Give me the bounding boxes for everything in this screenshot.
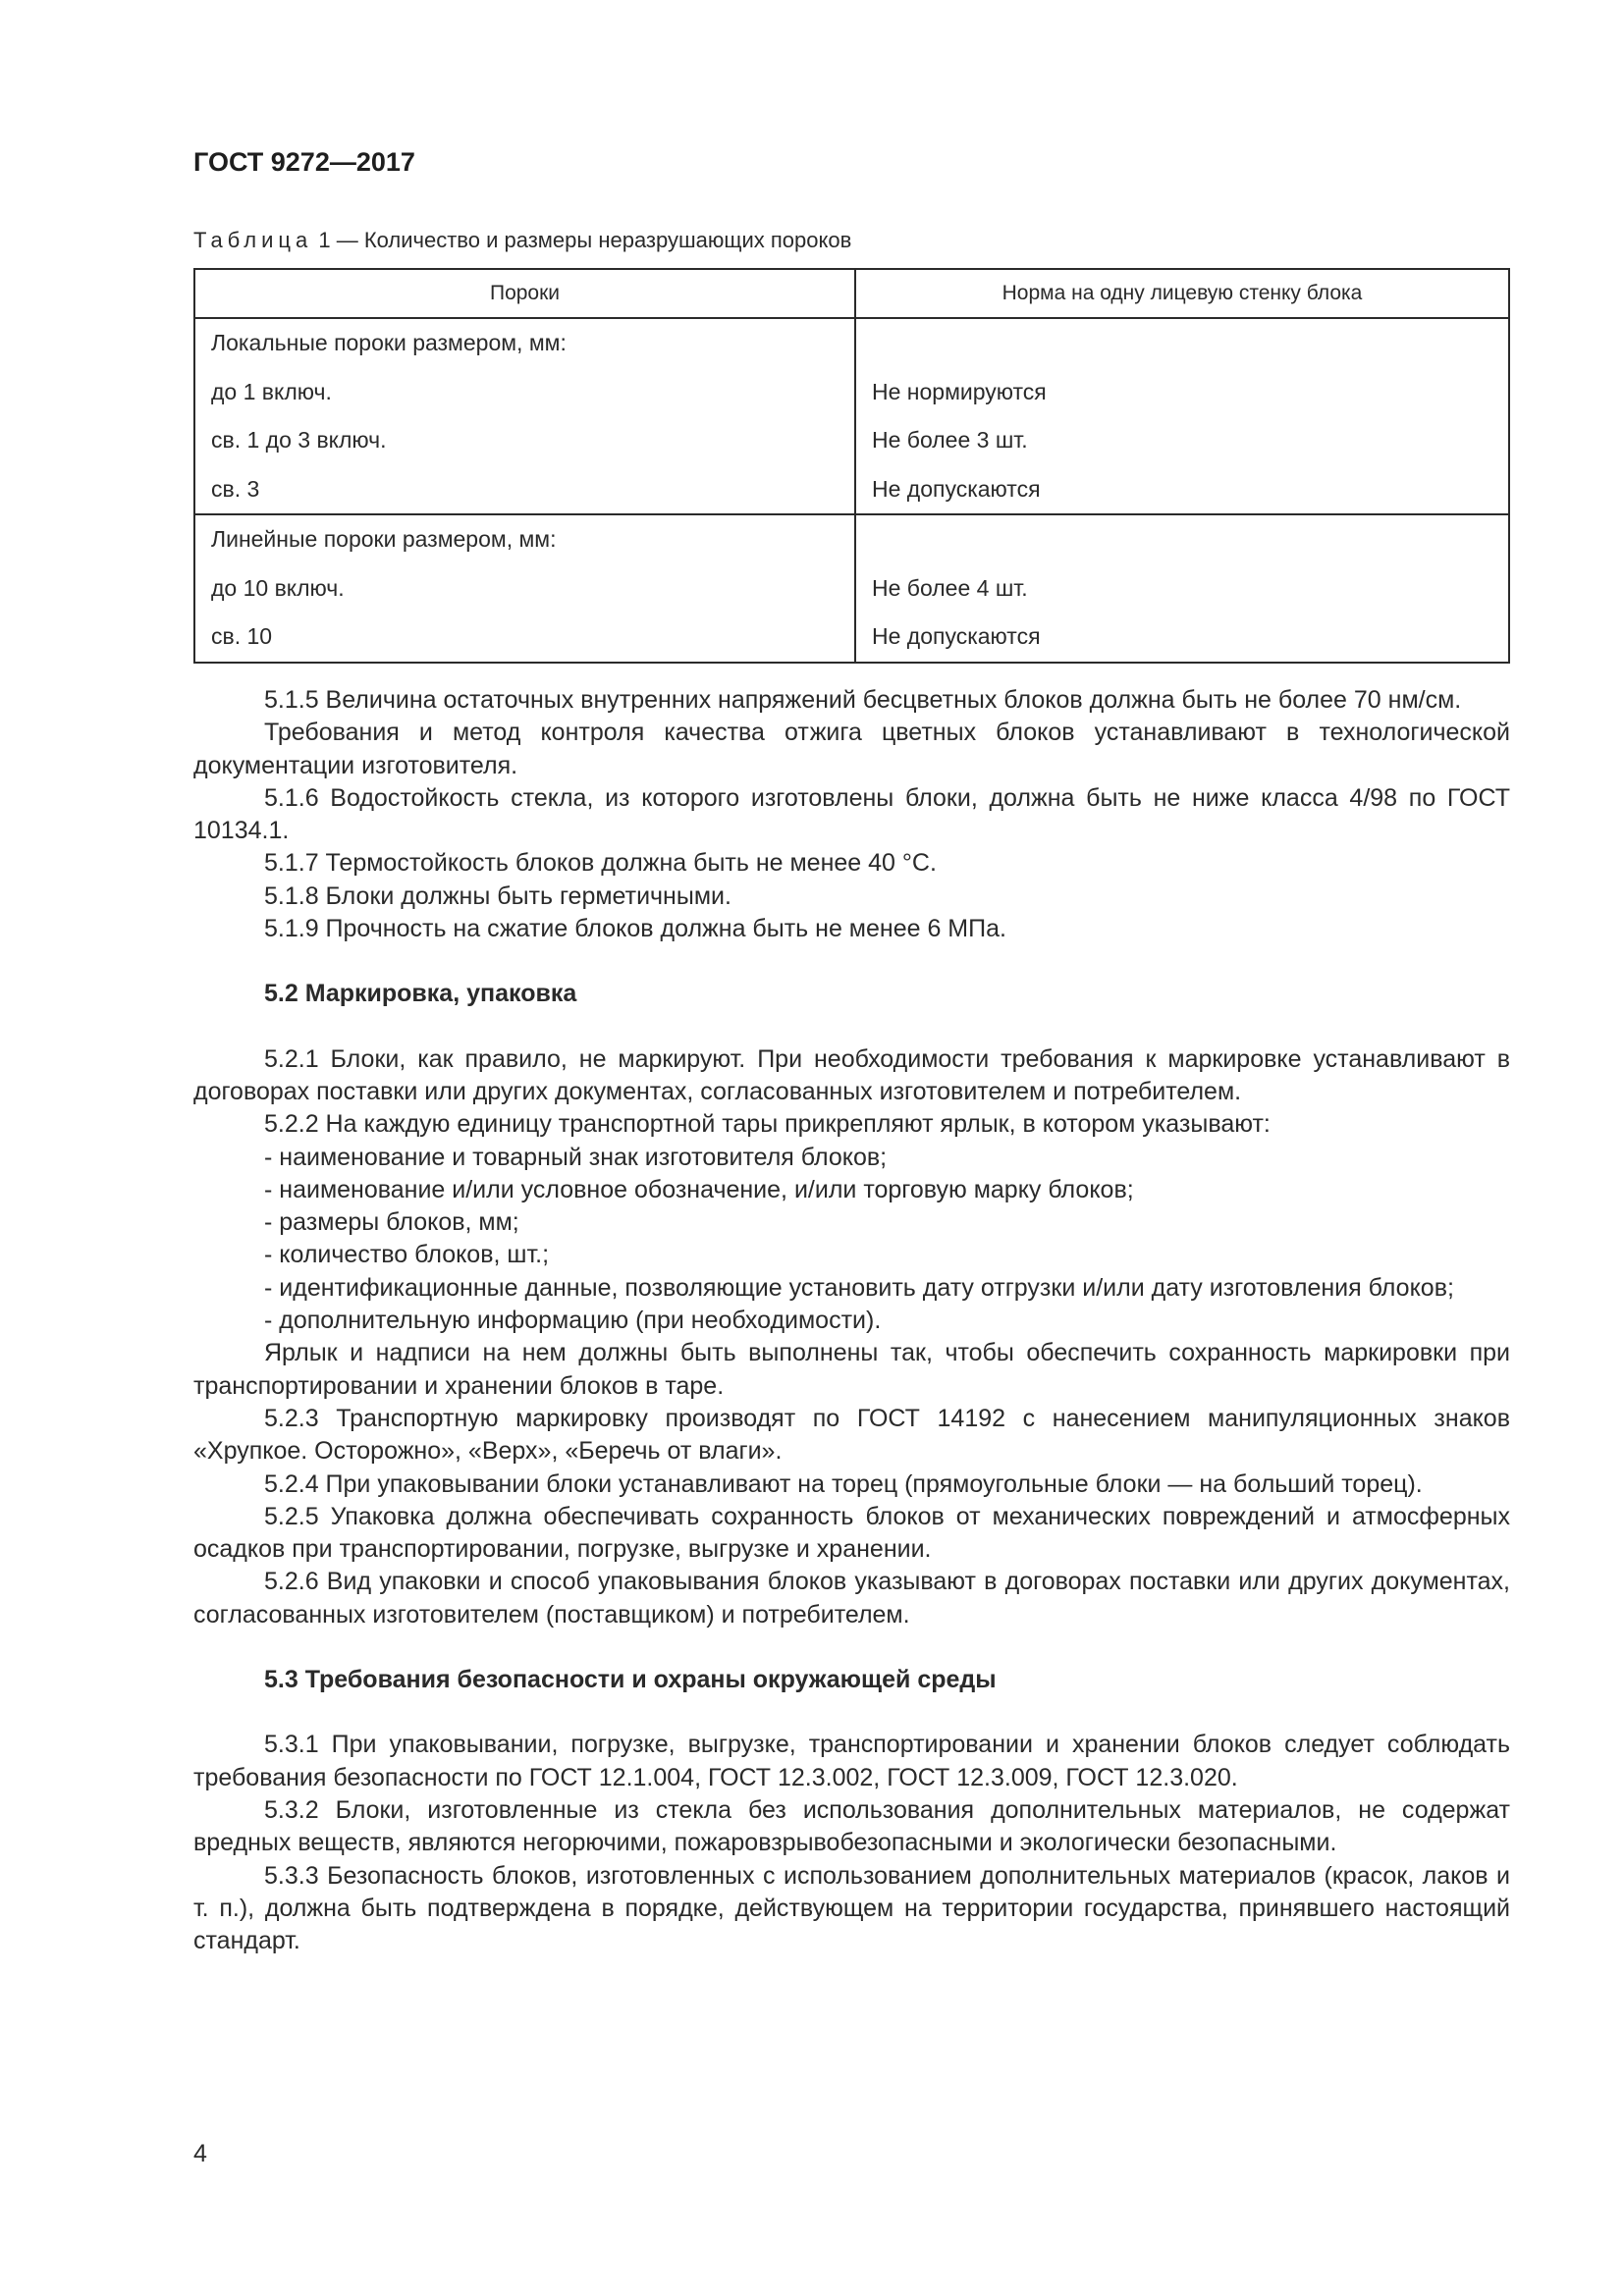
defect-cell: св. 3 [194,465,855,515]
table-caption-label: Таблица [193,228,313,252]
table-row [194,613,1509,663]
table-row [194,368,1509,417]
defect-cell: до 10 включ. [194,564,855,614]
paragraph-5-2-4: 5.2.4 При упаковывании блоки устанавливают на торец (прямоугольные блоки — на больший торец). [264,1469,1423,1498]
paragraph-5-2-5: 5.2.5 Упаковка должна обеспечивать сохранность блоков от механических повреждений и атмосферных осадков при транспортировании, погрузке, выгрузке и хранении. [193,1502,1510,1564]
defect-cell: Линейные пороки размером, мм: [194,514,855,564]
document-standard-number: ГОСТ 9272—2017 [193,147,415,177]
list-item: - размеры блоков, мм; [264,1208,519,1237]
norm-cell: Не более 3 шт. [855,416,1509,465]
list-item: - наименование и/или условное обозначение, и/или торговую марку блоков; [264,1175,1134,1203]
table-row [194,465,1509,515]
table-row [194,564,1509,614]
paragraph-5-1-5: 5.1.5 Величина остаточных внутренних напряжений бесцветных блоков должна быть не более 70 нм/см. [264,686,1462,714]
paragraph-5-1-8: 5.1.8 Блоки должны быть герметичными. [264,881,731,910]
paragraph-5-3-3: 5.3.3 Безопасность блоков, изготовленных с использованием дополнительных материалов (красок, лаков и т. п.), должна быть подтверждена в порядке, действующем на территории государства, принявшего настоящий стандарт. [193,1861,1510,1955]
paragraph-5-2-2: 5.2.2 На каждую единицу транспортной тары прикрепляют ярлык, в котором указывают: [264,1110,1271,1139]
norm-cell: Не допускаются [855,613,1509,663]
section-heading-5-2: 5.2 Маркировка, упаковка [264,980,577,1008]
defect-cell: Локальные пороки размером, мм: [194,318,855,368]
defect-cell: до 1 включ. [194,368,855,417]
table-row [194,514,1509,564]
norm-cell: Не нормируются [855,368,1509,417]
list-item: - идентификационные данные, позволяющие установить дату отгрузки и/или дату изготовления блоков; [264,1273,1454,1302]
table-row [194,416,1509,465]
document-body [193,684,1510,1957]
list-item: - количество блоков, шт.; [264,1241,550,1269]
defects-table [193,268,1510,664]
spacer [193,1696,1510,1729]
table-caption-text: 1 — Количество и размеры неразрушающих пороков [312,228,852,252]
paragraph-5-2-1: 5.2.1 Блоки, как правило, не маркируют. При необходимости требования к маркировке устанавливают в договорах поставки или других документах, согласованных изготовителем и потребителем. [193,1044,1510,1105]
list-item: - дополнительную информацию (при необходимости). [264,1307,882,1335]
norm-cell [855,318,1509,368]
section-heading-5-3: 5.3 Требования безопасности и охраны окружающей среды [264,1666,997,1694]
spacer [193,1011,1510,1043]
spacer [193,1631,1510,1664]
paragraph-5-2-3: 5.2.3 Транспортную маркировку производят по ГОСТ 14192 с нанесением манипуляционных знаков «Хрупкое. Осторожно», «Верх», «Беречь от влаги». [193,1404,1510,1466]
column-header-norm: Норма на одну лицевую стенку блока [855,269,1509,318]
column-header-defects: Пороки [194,269,855,318]
paragraph-5-1-9: 5.1.9 Прочность на сжатие блоков должна быть не менее 6 МПа. [264,915,1006,943]
list-item: - наименование и товарный знак изготовителя блоков; [264,1143,888,1171]
page-number: 4 [193,2140,207,2167]
defect-cell: св. 1 до 3 включ. [194,416,855,465]
norm-cell: Не более 4 шт. [855,564,1509,614]
paragraph-5-1-6: 5.1.6 Водостойкость стекла, из которого изготовлены блоки, должна быть не ниже класса 4/98 по ГОСТ 10134.1. [193,783,1510,845]
table-row [194,318,1509,368]
paragraph-5-1-7: 5.1.7 Термостойкость блоков должна быть не менее 40 °С. [264,849,937,878]
spacer [193,945,1510,978]
table-caption [193,228,851,253]
paragraph-5-3-1: 5.3.1 При упаковывании, погрузке, выгрузке, транспортировании и хранении блоков следует соблюдать требования безопасности по ГОСТ 12.1.004, ГОСТ 12.3.002, ГОСТ 12.3.009, ГОСТ 12.3.020. [193,1731,1510,1791]
defect-cell: св. 10 [194,613,855,663]
norm-cell [855,514,1509,564]
paragraph-5-2-2-label: Ярлык и надписи на нем должны быть выполнены так, чтобы обеспечить сохранность маркировки при транспортировании и хранении блоков в таре. [193,1339,1510,1400]
paragraph-5-2-6: 5.2.6 Вид упаковки и способ упаковывания блоков указывают в договорах поставки или других документах, согласованных изготовителем (поставщиком) и потребителем. [193,1568,1510,1629]
paragraph-5-3-2: 5.3.2 Блоки, изготовленные из стекла без использования дополнительных материалов, не содержат вредных веществ, являются негорючими, пожаровзрывобезопасными и экологически безопасными. [193,1795,1510,1857]
paragraph-5-1-5-annealing: Требования и метод контроля качества отжига цветных блоков устанавливают в технологической документации изготовителя. [193,719,1510,779]
table-header-row [194,269,1509,318]
norm-cell: Не допускаются [855,465,1509,515]
